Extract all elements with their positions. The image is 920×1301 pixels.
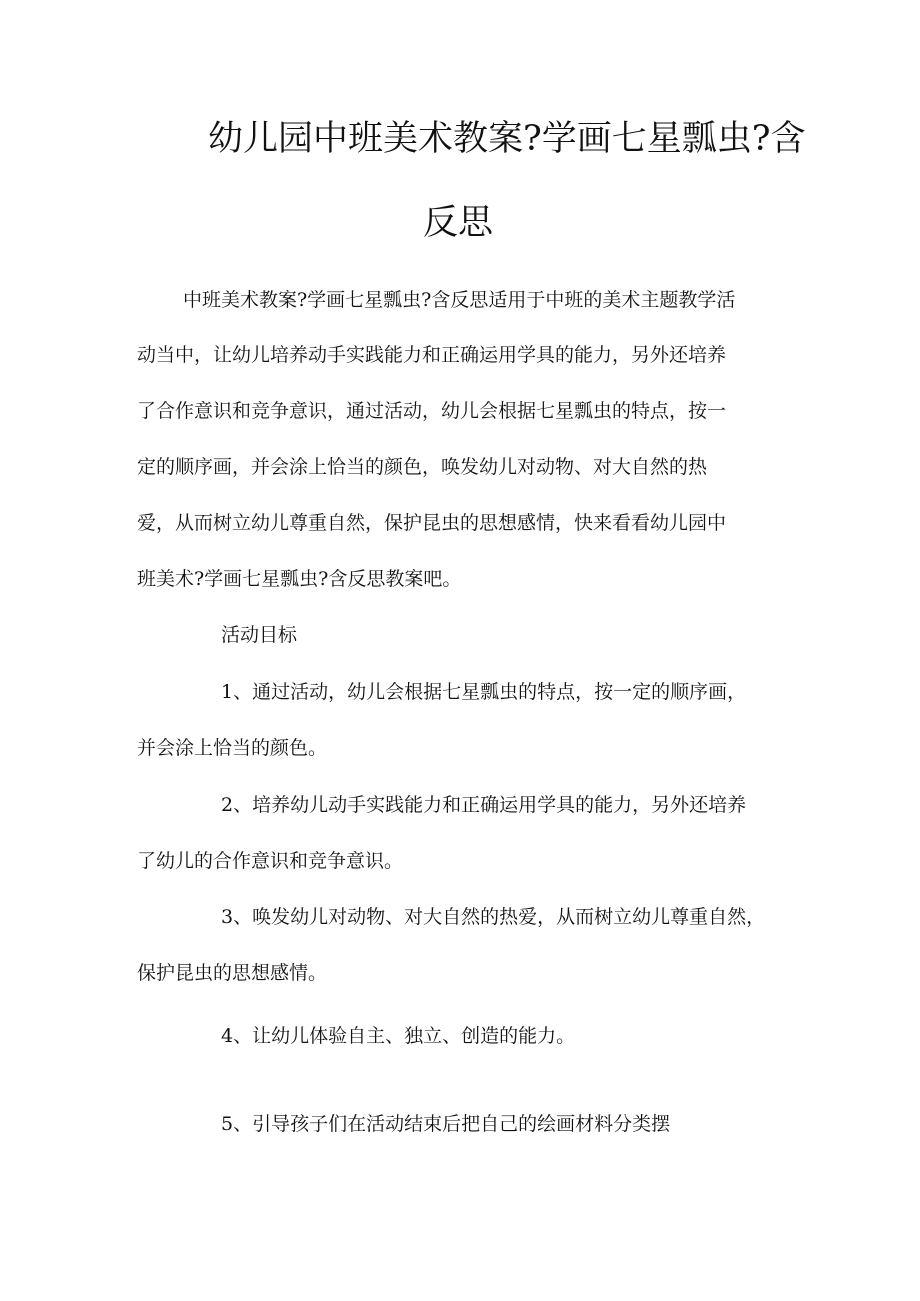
goal-2-line-2: 了幼儿的合作意识和竞争意识。 (137, 850, 404, 872)
document-title-line-1: 幼儿园中班美术教案?学画七星瓢虫?含 (208, 119, 806, 159)
goal-1-line-2: 并会涂上恰当的颜色。 (137, 737, 328, 759)
goal-1-line-1: 1、通过活动，幼儿会根据七星瓢虫的特点，按一定的顺序画， (221, 681, 747, 703)
document-title-line-2: 反思 (423, 203, 494, 243)
intro-line-6: 班美术?学画七星瓢虫?含反思教案吧。 (137, 568, 462, 590)
goal-4-line-1: 4、让幼儿体验自主、独立、创造的能力。 (221, 1025, 576, 1047)
intro-line-3: 了合作意识和竞争意识，通过活动，幼儿会根据七星瓢虫的特点，按一 (137, 400, 727, 422)
goal-5-line-1: 5、引导孩子们在活动结束后把自己的绘画材料分类摆 (221, 1113, 671, 1135)
intro-line-4: 定的顺序画，并会涂上恰当的颜色，唤发幼儿对动物、对大自然的热 (137, 456, 708, 478)
intro-line-2: 动当中，让幼儿培养动手实践能力和正确运用学具的能力，另外还培养 (137, 344, 727, 366)
goal-3-line-2: 保护昆虫的思想感情。 (137, 962, 328, 984)
intro-line-5: 爱，从而树立幼儿尊重自然，保护昆虫的思想感情，快来看看幼儿园中 (137, 512, 727, 534)
section-heading: 活动目标 (221, 624, 298, 646)
intro-line-1: 中班美术教案?学画七星瓢虫?含反思适用于中班的美术主题教学活 (183, 289, 736, 311)
goal-2-line-1: 2、培养幼儿动手实践能力和正确运用学具的能力，另外还培养 (221, 794, 747, 816)
goal-3-line-1: 3、唤发幼儿对动物、对大自然的热爱，从而树立幼儿尊重自然， (221, 906, 766, 928)
